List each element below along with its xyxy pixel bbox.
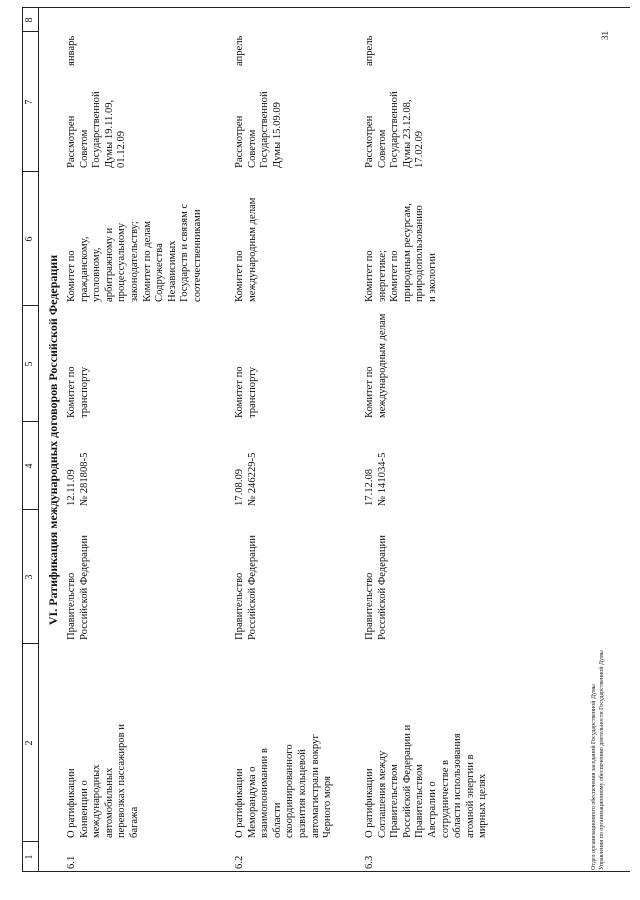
co-executor-committees: Комитет по гражданскому, уголовному, арбитражному и процессуальному законодательству; Комитет по делам Содружества Независимых Государств и связям с соотечественниками xyxy=(66,203,203,302)
consideration-status: Рассмотрен Советом Государственной Думы 23.12.08, 17.02.09 xyxy=(364,91,426,168)
column-header-5: 5 xyxy=(24,361,35,367)
row-number: 6.2 xyxy=(234,855,245,869)
legislation-table xyxy=(22,8,630,872)
column-header-7: 7 xyxy=(24,99,35,105)
initiator: Правительство Российской Федерации xyxy=(234,535,258,640)
co-executor-committees: Комитет по международным делам xyxy=(234,197,258,302)
responsible-committee: Комитет по международным делам xyxy=(364,313,388,418)
column-header-1: 1 xyxy=(24,854,35,860)
date-and-number: 17.12.08 № 141034-5 xyxy=(364,452,388,506)
planned-month: январь xyxy=(66,35,77,66)
bill-title: О ратификации Соглашения между Правительством Российской Федерации и Правительством Австралии о сотрудничестве в области использования атомной энергии в мирных целях xyxy=(364,724,489,838)
column-header-3: 3 xyxy=(24,574,35,580)
footer-department xyxy=(590,650,606,870)
page-number: 31 xyxy=(600,31,610,40)
row-number: 6.3 xyxy=(364,855,375,869)
consideration-status: Рассмотрен Советом Государственной Думы 15.09.09 xyxy=(234,91,283,168)
date-and-number: 17.08.09 № 246229-5 xyxy=(234,452,258,506)
co-executor-committees: Комитет по энергетике; Комитет по природным ресурсам, природопользованию и экологии xyxy=(364,203,438,302)
column-header-6: 6 xyxy=(24,236,35,242)
column-header-4: 4 xyxy=(24,463,35,469)
column-header-2: 2 xyxy=(24,740,35,746)
initiator: Правительство Российской Федерации xyxy=(66,535,90,640)
row-number: 6.1 xyxy=(66,855,77,869)
responsible-committee: Комитет по транспорту xyxy=(234,366,258,418)
planned-month: апрель xyxy=(364,35,375,66)
initiator: Правительство Российской Федерации xyxy=(364,535,388,640)
bill-title: О ратификации Меморандума о взаимопонимании в области скоординированного развития кольцевой автомагистрали вокруг Черного моря xyxy=(234,734,334,838)
table-left-border xyxy=(22,871,630,872)
column-header-8: 8 xyxy=(24,17,35,23)
footer-line-2: Управления по организационному обеспечению деятельности Государственной Думы xyxy=(599,650,605,870)
footer-line-1: Отдел организационного обеспечения заседаний Государственной Думы xyxy=(591,684,597,870)
date-and-number: 12.11.09 № 281808-5 xyxy=(66,452,90,506)
table-right-border xyxy=(22,7,630,8)
responsible-committee: Комитет по транспорту xyxy=(66,366,90,418)
header-row-border xyxy=(38,8,39,872)
consideration-status: Рассмотрен Советом Государственной Думы 19.11.09, 01.12.09 xyxy=(66,91,128,168)
planned-month: апрель xyxy=(234,35,245,66)
section-title: VI. Ратификация международных договоров Российской Федерации xyxy=(46,254,60,626)
bill-title: О ратификации Конвенции о международных автомобильных перевозках пассажиров и багажа xyxy=(66,724,140,838)
